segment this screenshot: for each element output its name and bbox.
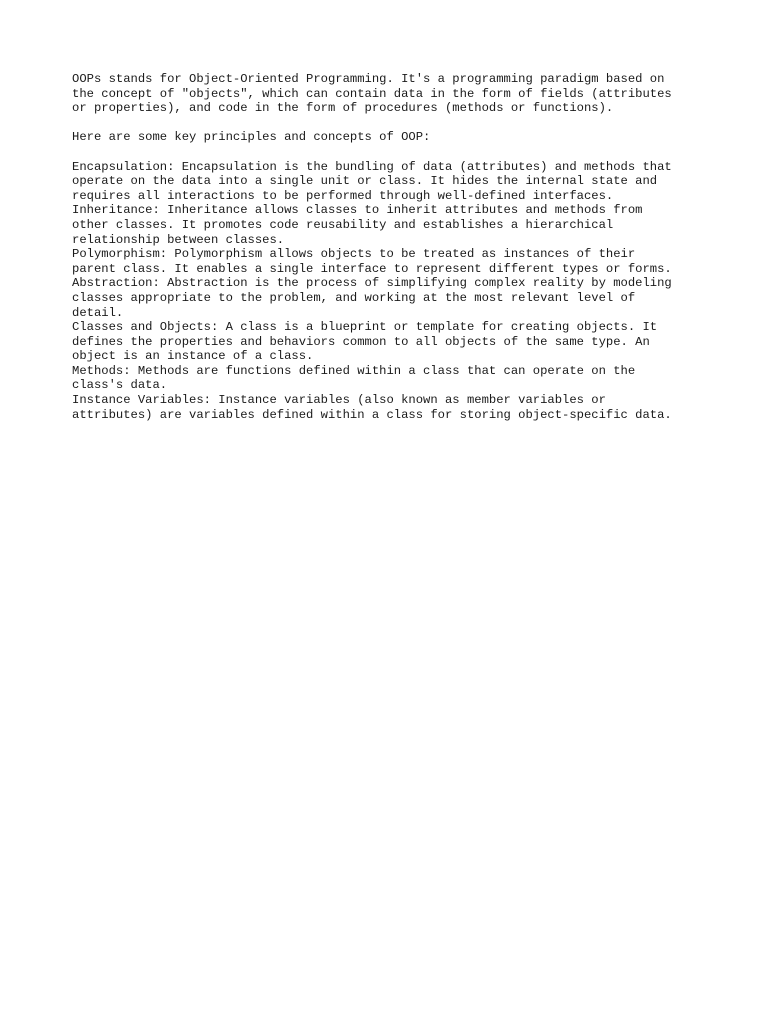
concept-line: Polymorphism: Polymorphism allows objects to be treated as instances of their (72, 247, 636, 262)
concept-line: Classes and Objects: A class is a blueprint or template for creating objects. It (72, 320, 658, 335)
intro-line: OOPs stands for Object-Oriented Programming. It's a programming paradigm based on (72, 72, 665, 86)
concept-line: class's data. (72, 378, 168, 393)
concept-line: other classes. It promotes code reusability and establishes a hierarchical (72, 217, 614, 232)
concept-line: Abstraction: Abstraction is the process of simplifying complex reality by modeling (72, 276, 672, 291)
paragraph-spacer (72, 116, 702, 131)
concept-line: operate on the data into a single unit or class. It hides the internal state and (72, 174, 658, 189)
concept-line: detail. (72, 305, 124, 320)
concept-line: attributes) are variables defined within a class for storing object-specific data. (72, 407, 672, 422)
lead-in-line: Here are some key principles and concepts of OOP: (72, 130, 431, 145)
document-page (72, 72, 702, 422)
concept-line: Instance Variables: Instance variables (also known as member variables or (72, 393, 606, 408)
concept-line: Encapsulation: Encapsulation is the bundling of data (attributes) and methods that (72, 159, 672, 174)
intro-line: the concept of "objects", which can contain data in the form of fields (attributes (72, 86, 672, 101)
intro-paragraph (72, 72, 702, 116)
concept-line: defines the properties and behaviors common to all objects of the same type. An (72, 334, 650, 349)
concept-line: requires all interactions to be performed through well-defined interfaces. (72, 188, 614, 203)
concept-line: Inheritance: Inheritance allows classes to inherit attributes and methods from (72, 203, 643, 218)
concept-line: Methods: Methods are functions defined within a class that can operate on the (72, 363, 636, 378)
intro-line: or properties), and code in the form of procedures (methods or functions). (72, 101, 614, 116)
concept-line: parent class. It enables a single interface to represent different types or forms. (72, 261, 672, 276)
concepts-block (72, 160, 702, 423)
concept-line: classes appropriate to the problem, and working at the most relevant level of (72, 290, 636, 305)
concept-line: relationship between classes. (72, 232, 285, 247)
paragraph-spacer (72, 145, 702, 160)
concept-line: object is an instance of a class. (72, 349, 314, 364)
